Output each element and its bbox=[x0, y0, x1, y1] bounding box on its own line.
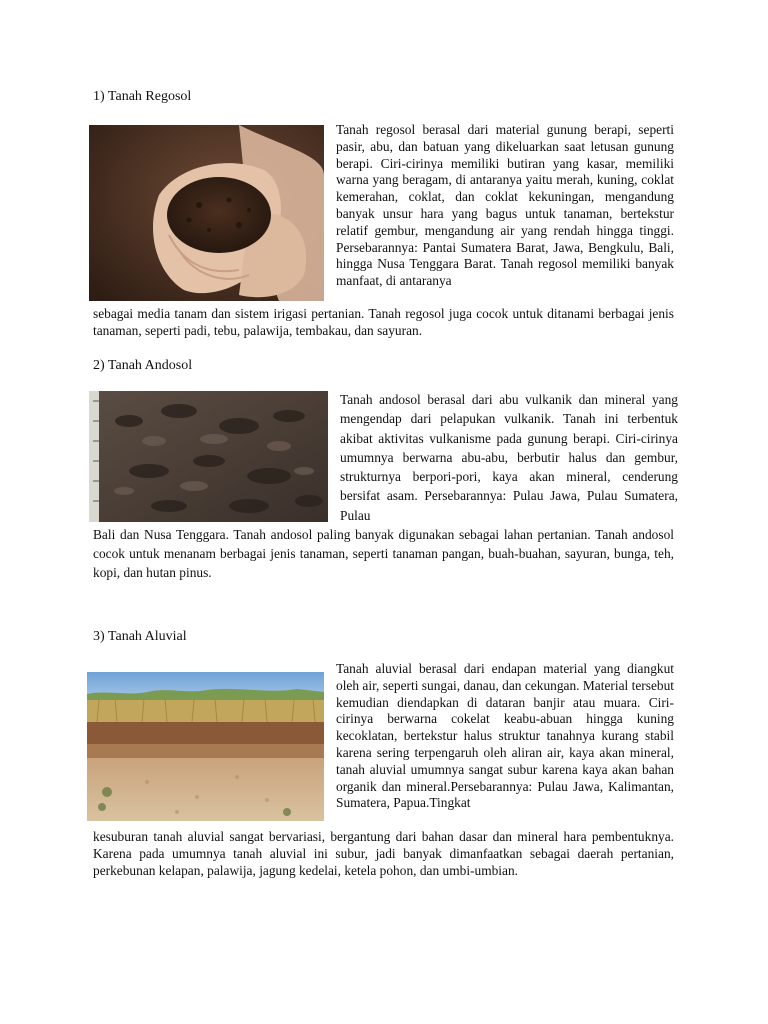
regosol-text-full: sebagai media tanam dan sistem irigasi pertanian. Tanah regosol juga cocok untuk ditanami berbagai jenis tanaman, seperti padi, tebu, palawija, tembakau, dan sayuran. bbox=[93, 306, 674, 338]
hands-holding-soil-photo bbox=[89, 125, 324, 301]
section-heading-aluvial: 3) Tanah Aluvial bbox=[93, 629, 187, 644]
andosol-text-side: Tanah andosol berasal dari abu vulkanik dan mineral yang mengendap dari pelapukan vulkanik. Tanah ini terbentuk akibat aktivitas vulkanisme pada gunung berapi. Ciri-cirinya umumnya berwarna abu-abu, berbutir halus dan gembur, strukturnya berpori-pori, kaya akan mineral, cenderung bersifat asam. Persebarannya: Pulau Jawa, Pulau Sumatera, Pulau bbox=[340, 392, 678, 523]
aluvial-text-side: Tanah aluvial berasal dari endapan material yang diangkut oleh air, seperti sungai, danau, dan cekungan. Material tersebut kemudian diendapkan di dataran banjir atau muara. Ciri-cirinya berwarna cokelat keabu-abuan hingga kuning kecoklatan, bertekstur halus struktur tanahnya kurang stabil karena sering terpengaruh oleh aliran air, kaya akan mineral, tanah aluvial umumnya sangat subur karena kaya akan bahan organik dan mineral.Persebarannya: Pulau Jawa, Kalimantan, Sumatera, Papua.Tingkat bbox=[336, 661, 674, 811]
aluvial-text-full: kesuburan tanah aluvial sangat bervariasi, bergantung dari bahan dasar dan mineral hara pembentuknya. Karena pada umumnya tanah aluvial ini subur, jadi banyak dimanfaatkan sebagai daerah pertanian, perkebunan kelapan, palawija, jagung kedelai, ketela pohon, dan umbi-umbian. bbox=[93, 829, 674, 878]
alluvial-soil-profile-photo bbox=[87, 672, 324, 821]
regosol-text-side: Tanah regosol berasal dari material gunung berapi, seperti pasir, abu, dan batuan yang dikeluarkan saat letusan gunung berapi. Ciri-cirinya memiliki butiran yang kasar, memiliki warna yang beragam, di antaranya yaitu merah, kuning, coklat kemerahan, coklat, dan coklat kekuningan, mengandung banyak unsur hara yang bagus untuk tanaman, bertekstur relatif gembur, mengandung air yang rendah hingga tinggi. Persebarannya: Pantai Sumatera Barat, Jawa, Bengkulu, Bali, hingga Nusa Tenggara Barat. Tanah regosol memiliki banyak manfaat, di antaranya bbox=[336, 122, 674, 289]
section-heading-regosol: 1) Tanah Regosol bbox=[93, 89, 192, 104]
dark-soil-closeup-photo bbox=[89, 391, 328, 522]
section-heading-andosol: 2) Tanah Andosol bbox=[93, 358, 193, 373]
andosol-text-full: Bali dan Nusa Tenggara. Tanah andosol paling banyak digunakan sebagai lahan pertanian. Tanah andosol cocok untuk menanam berbagai jenis tanaman, seperti tanaman pangan, buah-buahan, sayuran, bunga, teh, kopi, dan hutan pinus. bbox=[93, 527, 674, 580]
